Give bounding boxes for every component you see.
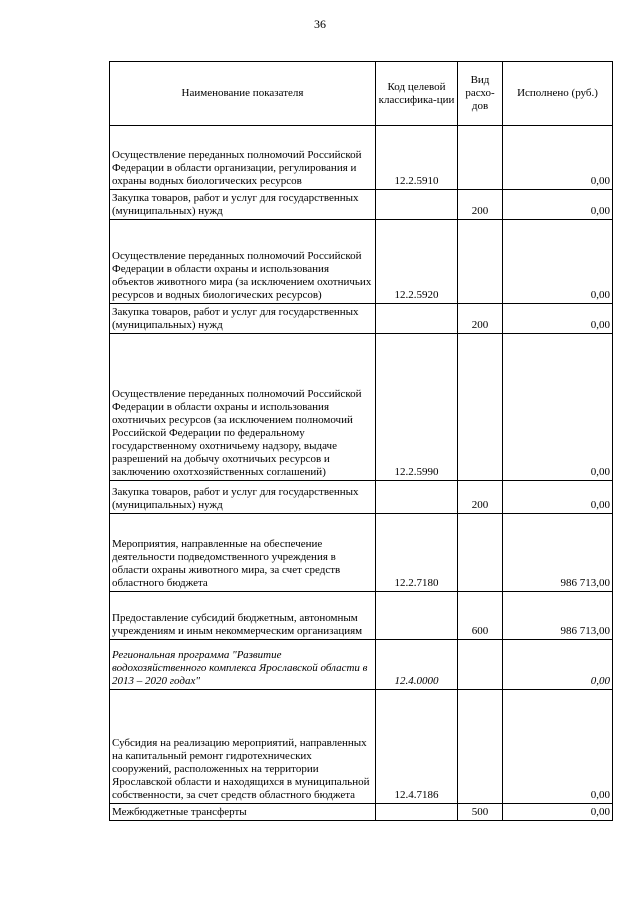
row-type-cell: 500 [458, 804, 503, 821]
row-name-cell: Межбюджетные трансферты [110, 804, 376, 821]
row-type-cell: 200 [458, 190, 503, 220]
row-type-cell [458, 514, 503, 592]
row-name-cell: Субсидия на реализацию мероприятий, направленных на капитальный ремонт гидротехнических сооружений, расположенных на территории Ярославской области и находящихся в муниципальной собственности, за счет средств областного бюджета [110, 690, 376, 804]
table-row [110, 126, 613, 190]
row-name-cell: Предоставление субсидий бюджетным, автономным учреждениям и иным некоммерческим организациям [110, 592, 376, 640]
header-code: Код целевой классифика-ции [376, 62, 458, 126]
report-table [109, 61, 613, 821]
row-amount-cell: 986 713,00 [503, 592, 613, 640]
page-number: 36 [314, 17, 326, 31]
row-code-cell [376, 304, 458, 334]
row-type-cell: 600 [458, 592, 503, 640]
row-type-cell [458, 690, 503, 804]
row-amount-cell: 0,00 [503, 640, 613, 690]
row-code-cell [376, 804, 458, 821]
row-type-cell: 200 [458, 304, 503, 334]
table-row [110, 220, 613, 304]
row-code-cell: 12.2.5910 [376, 126, 458, 190]
row-amount-cell: 0,00 [503, 334, 613, 481]
row-name-cell: Закупка товаров, работ и услуг для государственных (муниципальных) нужд [110, 304, 376, 334]
header-type: Вид расхо-дов [458, 62, 503, 126]
row-code-cell: 12.4.0000 [376, 640, 458, 690]
table-row [110, 481, 613, 514]
row-type-cell: 200 [458, 481, 503, 514]
row-code-cell: 12.4.7186 [376, 690, 458, 804]
row-name-cell: Закупка товаров, работ и услуг для государственных (муниципальных) нужд [110, 190, 376, 220]
row-type-cell [458, 220, 503, 304]
row-amount-cell: 0,00 [503, 126, 613, 190]
row-type-cell [458, 334, 503, 481]
row-code-cell [376, 592, 458, 640]
row-code-cell: 12.2.5920 [376, 220, 458, 304]
table-row [110, 304, 613, 334]
row-name-cell: Закупка товаров, работ и услуг для государственных (муниципальных) нужд [110, 481, 376, 514]
header-name: Наименование показателя [110, 62, 376, 126]
row-amount-cell: 0,00 [503, 690, 613, 804]
table-row [110, 514, 613, 592]
row-type-cell [458, 640, 503, 690]
table-row [110, 592, 613, 640]
row-code-cell: 12.2.7180 [376, 514, 458, 592]
table-body [110, 126, 613, 821]
row-name-cell: Осуществление переданных полномочий Российской Федерации в области охраны и использования объектов животного мира (за исключением охотничьих ресурсов и водных биологических ресурсов) [110, 220, 376, 304]
table-row [110, 804, 613, 821]
row-amount-cell: 0,00 [503, 804, 613, 821]
table-row [110, 190, 613, 220]
row-amount-cell: 0,00 [503, 220, 613, 304]
table-header-row [110, 62, 613, 126]
row-amount-cell: 0,00 [503, 481, 613, 514]
row-code-cell [376, 190, 458, 220]
header-amount: Исполнено (руб.) [503, 62, 613, 126]
row-type-cell [458, 126, 503, 190]
row-name-cell: Региональная программа "Развитие водохозяйственного комплекса Ярославской области в 2013 – 2020 годах" [110, 640, 376, 690]
row-name-cell: Осуществление переданных полномочий Российской Федерации в области охраны и использования охотничьих ресурсов (за исключением полномочий Российской Федерации по федеральному государственному охотничьему надзору, выдаче разрешений на добычу охотничьих ресурсов и заключению охотхозяйственных соглашений) [110, 334, 376, 481]
row-name-cell: Мероприятия, направленные на обеспечение деятельности подведомственного учреждения в области охраны животного мира, за счет средств областного бюджета [110, 514, 376, 592]
table-row [110, 640, 613, 690]
row-name-cell: Осуществление переданных полномочий Российской Федерации в области организации, регулирования и охраны водных биологических ресурсов [110, 126, 376, 190]
table-row [110, 690, 613, 804]
row-amount-cell: 0,00 [503, 190, 613, 220]
row-amount-cell: 0,00 [503, 304, 613, 334]
table-row [110, 334, 613, 481]
row-code-cell [376, 481, 458, 514]
row-code-cell: 12.2.5990 [376, 334, 458, 481]
row-amount-cell: 986 713,00 [503, 514, 613, 592]
